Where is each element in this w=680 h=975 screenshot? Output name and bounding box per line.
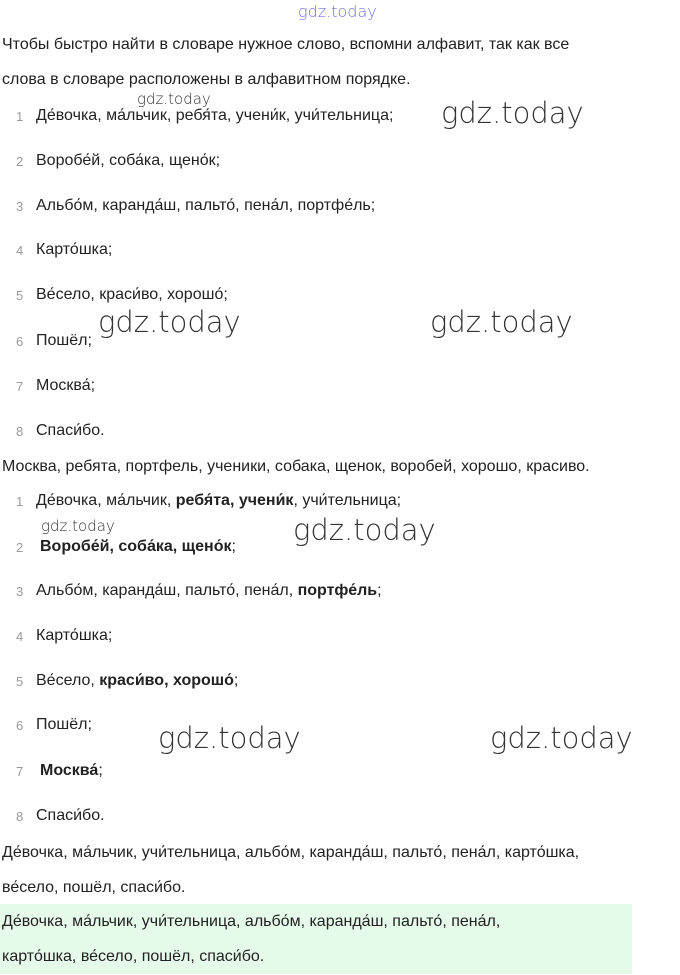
watermark-small-1: gdz.today <box>137 90 211 108</box>
watermark-big-5: gdz.today <box>158 721 301 755</box>
list-b-item-2 <box>40 538 236 556</box>
list-b-item-1-bold: ребя́та, учени́к <box>175 492 294 509</box>
list-b-item-3-tail: ; <box>377 582 382 599</box>
list-b-item-6-text: Пошёл; <box>36 716 92 733</box>
list-b-number-6: 6 <box>16 718 24 733</box>
list-b-item-5-bold: краси́во, хорошо́ <box>99 672 234 689</box>
middle-line: Москва, ребята, портфель, ученики, собака, щенок, воробей, хорошо, красиво. <box>2 458 590 475</box>
list-b-number-5: 5 <box>16 674 24 689</box>
list-b-item-3 <box>36 582 382 600</box>
list-b-item-1-text: Де́вочка, ма́льчик, <box>36 492 176 509</box>
list-b-item-7-bold: Москва́ <box>40 762 99 779</box>
list-a-item-1: Де́вочка, ма́льчик, ребя́та, учени́к, учи́тельница; <box>36 107 394 124</box>
list-b-number-3: 3 <box>16 584 24 599</box>
answer-line-1: Де́вочка, ма́льчик, учи́тельница, альбо́м, каранда́ш, пальто́, пена́л, <box>2 913 501 930</box>
list-a-number-2: 2 <box>16 154 24 169</box>
list-b-item-8 <box>36 807 105 825</box>
list-b-item-4-text: Карто́шка; <box>36 627 113 644</box>
list-b-item-5-tail: ; <box>233 672 239 689</box>
answer-line-2: карто́шка, ве́село, пошёл, спаси́бо. <box>2 948 265 965</box>
list-b-number-1: 1 <box>16 494 24 509</box>
watermark-big-4: gdz.today <box>293 513 436 547</box>
summary-line-2: ве́село, пошёл, спаси́бо. <box>2 879 186 896</box>
list-b-item-6 <box>36 716 92 734</box>
list-b-item-3-bold: портфе́ль <box>297 582 378 599</box>
watermark-big-1: gdz.today <box>441 96 584 130</box>
list-b-item-8-text: Спаси́бо. <box>36 807 105 824</box>
list-b-item-7-tail: ; <box>98 762 103 779</box>
watermark-big-2: gdz.today <box>98 305 241 339</box>
list-b-number-4: 4 <box>16 629 24 644</box>
list-b-item-2-tail: ; <box>231 538 236 555</box>
list-a-number-6: 6 <box>16 334 24 349</box>
watermark-big-3: gdz.today <box>430 305 573 339</box>
list-a-item-2: Воробе́й, соба́ка, щено́к; <box>36 152 221 169</box>
list-b-item-7 <box>40 762 103 780</box>
list-a-number-1: 1 <box>16 109 24 124</box>
watermark-top: gdz.today <box>298 2 377 21</box>
intro-line-2: слова в словаре расположены в алфавитном порядке. <box>2 71 411 88</box>
list-b-number-7: 7 <box>16 764 24 779</box>
list-b-number-8: 8 <box>16 809 24 824</box>
list-b-item-5-text: Ве́село, <box>36 672 100 689</box>
list-a-number-3: 3 <box>16 199 24 214</box>
list-b-item-1-tail: , учи́тельница; <box>293 492 402 509</box>
list-a-number-5: 5 <box>16 288 24 303</box>
list-b-item-3-text: Альбо́м, каранда́ш, пальто́, пена́л, <box>36 582 298 599</box>
list-b-item-1 <box>36 492 401 510</box>
list-a-item-4: Карто́шка; <box>36 241 113 258</box>
list-a-number-4: 4 <box>16 243 24 258</box>
list-a-number-8: 8 <box>16 424 24 439</box>
list-b-item-5 <box>36 672 238 690</box>
list-a-item-5: Ве́село, краси́во, хорошо́; <box>36 286 228 303</box>
summary-line-1: Де́вочка, ма́льчик, учи́тельница, альбо́м, каранда́ш, пальто́, пена́л, карто́шка, <box>2 844 580 861</box>
watermark-small-2: gdz.today <box>41 517 115 535</box>
list-a-item-3: Альбо́м, каранда́ш, пальто́, пена́л, портфе́ль; <box>36 197 376 214</box>
list-a-item-7: Москва́; <box>36 377 96 394</box>
list-a-item-6: Пошёл; <box>36 332 92 349</box>
watermark-big-6: gdz.today <box>490 721 633 755</box>
intro-line-1: Чтобы быстро найти в словаре нужное слово, вспомни алфавит, так как все <box>2 36 570 53</box>
list-a-number-7: 7 <box>16 379 24 394</box>
list-b-number-2: 2 <box>16 540 24 555</box>
list-a-item-8: Спаси́бо. <box>36 422 105 439</box>
list-b-item-4 <box>36 627 112 645</box>
list-b-item-2-bold: Воробе́й, соба́ка, щено́к <box>40 538 232 555</box>
